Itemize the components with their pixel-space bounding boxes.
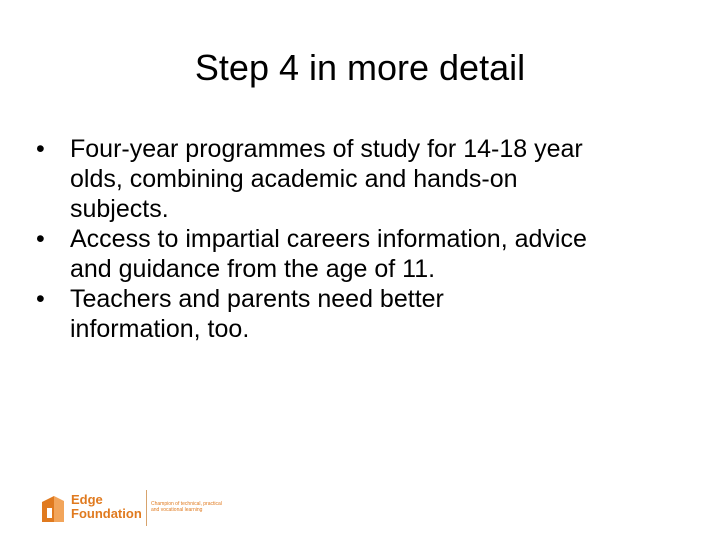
bullet-line: Four-year programmes of study for 14-18 year bbox=[70, 135, 583, 163]
bullet-line: subjects. bbox=[70, 195, 169, 223]
bullet-line: Access to impartial careers information, advice bbox=[70, 225, 587, 253]
logo-name-line: Edge bbox=[71, 492, 103, 507]
bullet-marker: • bbox=[36, 135, 45, 163]
logo-tagline-line: Champion of technical, practical bbox=[151, 501, 222, 507]
bullet-line: and guidance from the age of 11. bbox=[70, 255, 436, 283]
edge-logo-icon bbox=[40, 492, 66, 524]
bullet-marker: • bbox=[36, 225, 45, 253]
logo-wordmark bbox=[71, 493, 142, 521]
logo-divider bbox=[146, 490, 147, 526]
logo-tagline-line: and vocational learning bbox=[151, 507, 203, 513]
bullet-list bbox=[36, 134, 696, 344]
edge-foundation-logo bbox=[40, 488, 240, 532]
bullet-line: olds, combining academic and hands-on bbox=[70, 165, 518, 193]
bullet-line: information, too. bbox=[70, 315, 250, 343]
bullet-item bbox=[36, 224, 696, 284]
bullet-item bbox=[36, 284, 696, 344]
bullet-marker: • bbox=[36, 285, 45, 313]
bullet-item bbox=[36, 134, 696, 224]
logo-name-line: Foundation bbox=[71, 506, 142, 521]
slide-title: Step 4 in more detail bbox=[194, 47, 526, 88]
bullet-line: Teachers and parents need better bbox=[70, 285, 444, 313]
logo-tagline bbox=[151, 501, 241, 513]
